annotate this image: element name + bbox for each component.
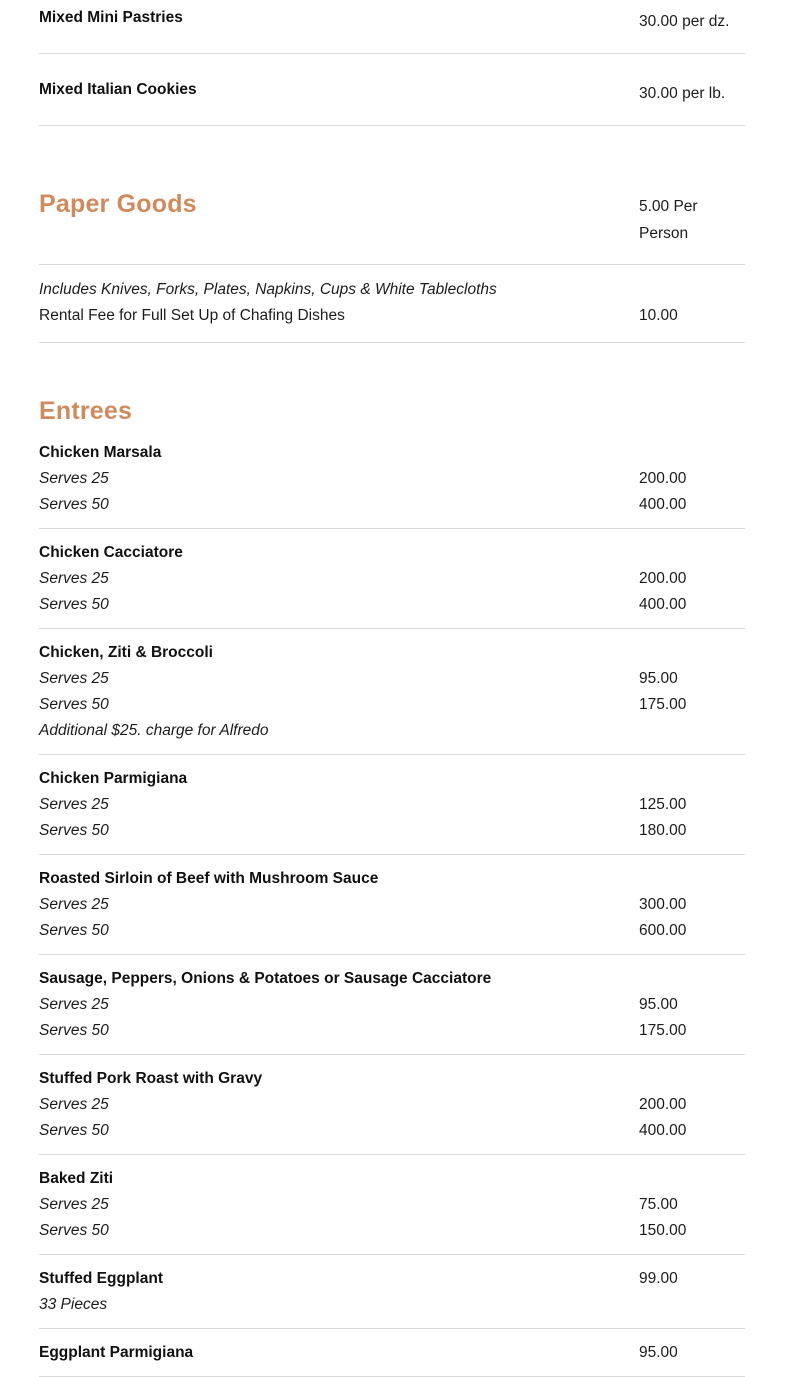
row-divider	[39, 342, 745, 343]
entree-serving-label: Serves 50	[39, 1222, 109, 1239]
entree-name: Chicken, Ziti & Broccoli	[39, 644, 213, 661]
entree-serving-price: 75.00	[639, 1196, 678, 1213]
entree-name-row	[39, 640, 745, 666]
entree-serving-label: Serves 25	[39, 470, 109, 487]
row-divider	[39, 754, 745, 755]
entree-item	[39, 640, 745, 744]
menu-item-name-cell	[39, 8, 639, 28]
entree-serving-row	[39, 892, 745, 918]
entree-item	[39, 1166, 745, 1244]
row-divider	[39, 125, 745, 126]
entree-name: Eggplant Parmigiana	[39, 1344, 194, 1361]
entree-serving-price: 175.00	[639, 1022, 687, 1039]
section-price: 5.00 Per Person	[639, 198, 698, 242]
entree-name: Baked Ziti	[39, 1170, 114, 1187]
paper-goods-includes-row	[39, 277, 745, 303]
menu-item-name: Mixed Mini Pastries	[39, 9, 183, 26]
entree-serving-price: 400.00	[639, 496, 687, 513]
entree-serving-label: Serves 50	[39, 496, 109, 513]
menu-item-row	[39, 0, 745, 35]
entree-name-row	[39, 1340, 745, 1366]
entree-item	[39, 766, 745, 844]
entree-serving-row	[39, 818, 745, 844]
entree-item	[39, 440, 745, 518]
entree-name: Chicken Cacciatore	[39, 544, 183, 561]
entree-serving-label: Serves 25	[39, 570, 109, 587]
menu-item-price: 30.00 per lb.	[639, 85, 726, 102]
entree-serving-row	[39, 1192, 745, 1218]
entree-serving-label: Serves 25	[39, 670, 109, 687]
entree-serving-label: Serves 50	[39, 822, 109, 839]
entree-serving-label: Serves 25	[39, 996, 109, 1013]
entree-serving-label: Serves 25	[39, 896, 109, 913]
entree-serving-label: Serves 25	[39, 1196, 109, 1213]
entree-serving-label: Serves 50	[39, 1022, 109, 1039]
paper-goods-rental-row	[39, 303, 745, 329]
entree-serving-label: Serves 25	[39, 1096, 109, 1113]
entree-serving-row	[39, 466, 745, 492]
section-header-entrees	[39, 396, 745, 426]
paper-goods-rental-label: Rental Fee for Full Set Up of Chafing Dishes	[39, 307, 345, 324]
entree-name-price: 99.00	[639, 1270, 678, 1287]
entree-serving-row	[39, 1218, 745, 1244]
entree-serving-price: 175.00	[639, 696, 687, 713]
entree-serving-row	[39, 1018, 745, 1044]
entree-serving-label: Serves 50	[39, 696, 109, 713]
entree-serving-price: 200.00	[639, 1096, 687, 1113]
entree-item	[39, 540, 745, 618]
entree-name-row	[39, 966, 745, 992]
entree-serving-row	[39, 566, 745, 592]
entree-name: Roasted Sirloin of Beef with Mushroom Sauce	[39, 870, 379, 887]
entree-name-price: 95.00	[639, 1344, 678, 1361]
entree-serving-label: 33 Pieces	[39, 1296, 108, 1313]
entree-item	[39, 866, 745, 944]
entree-item	[39, 1340, 745, 1366]
entree-serving-price: 300.00	[639, 896, 687, 913]
entree-serving-price: 400.00	[639, 596, 687, 613]
entree-serving-row	[39, 918, 745, 944]
entree-serving-row	[39, 1092, 745, 1118]
entree-serving-price: 150.00	[639, 1222, 687, 1239]
entree-name: Stuffed Pork Roast with Gravy	[39, 1070, 263, 1087]
paper-goods-details	[39, 265, 745, 329]
entree-name-row	[39, 1166, 745, 1192]
entree-name: Sausage, Peppers, Onions & Potatoes or Sausage Cacciatore	[39, 970, 492, 987]
entree-serving-row	[39, 992, 745, 1018]
entree-name-row	[39, 766, 745, 792]
row-divider	[39, 954, 745, 955]
row-divider	[39, 1328, 745, 1329]
entree-serving-price: 200.00	[639, 470, 687, 487]
entree-name-row	[39, 866, 745, 892]
entree-serving-price: 400.00	[639, 1122, 687, 1139]
entree-item	[39, 1266, 745, 1318]
menu-item-name: Mixed Italian Cookies	[39, 81, 197, 98]
menu-item-name-cell	[39, 80, 639, 100]
entree-item	[39, 966, 745, 1044]
row-divider	[39, 1154, 745, 1155]
row-divider	[39, 528, 745, 529]
entree-serving-label: Serves 50	[39, 1122, 109, 1139]
entree-serving-row	[39, 592, 745, 618]
entree-name-row	[39, 540, 745, 566]
entree-note: Additional $25. charge for Alfredo	[39, 722, 269, 739]
entree-item	[39, 1066, 745, 1144]
entree-serving-label: Serves 50	[39, 922, 109, 939]
entree-serving-label: Serves 50	[39, 596, 109, 613]
entree-name: Chicken Parmigiana	[39, 770, 188, 787]
section-price	[639, 396, 745, 400]
menu-item-price: 30.00 per dz.	[639, 13, 730, 30]
entree-serving-row	[39, 1292, 745, 1318]
entree-serving-row	[39, 666, 745, 692]
row-divider	[39, 1054, 745, 1055]
entree-serving-price: 600.00	[639, 922, 687, 939]
section-header-paper-goods	[39, 189, 745, 247]
entree-serving-price: 180.00	[639, 822, 687, 839]
paper-goods-includes-label: Includes Knives, Forks, Plates, Napkins, Cups & White Tablecloths	[39, 281, 497, 298]
menu-item-row	[39, 54, 745, 107]
entree-serving-price: 95.00	[639, 670, 678, 687]
row-divider	[39, 628, 745, 629]
section-title: Entrees	[39, 397, 133, 425]
entree-serving-row	[39, 1118, 745, 1144]
row-divider	[39, 1254, 745, 1255]
entree-name-row	[39, 440, 745, 466]
row-divider	[39, 854, 745, 855]
section-title: Paper Goods	[39, 190, 197, 218]
entree-name-row	[39, 1266, 745, 1292]
paper-goods-rental-price: 10.00	[639, 307, 678, 324]
entree-list	[39, 440, 745, 1377]
entree-name-row	[39, 1066, 745, 1092]
entree-serving-row	[39, 792, 745, 818]
entree-serving-row	[39, 492, 745, 518]
entree-name: Stuffed Eggplant	[39, 1270, 163, 1287]
entree-name: Chicken Marsala	[39, 444, 162, 461]
entree-serving-price: 95.00	[639, 996, 678, 1013]
entree-serving-label: Serves 25	[39, 796, 109, 813]
entree-serving-price: 200.00	[639, 570, 687, 587]
entree-serving-price: 125.00	[639, 796, 687, 813]
entree-serving-row	[39, 692, 745, 718]
